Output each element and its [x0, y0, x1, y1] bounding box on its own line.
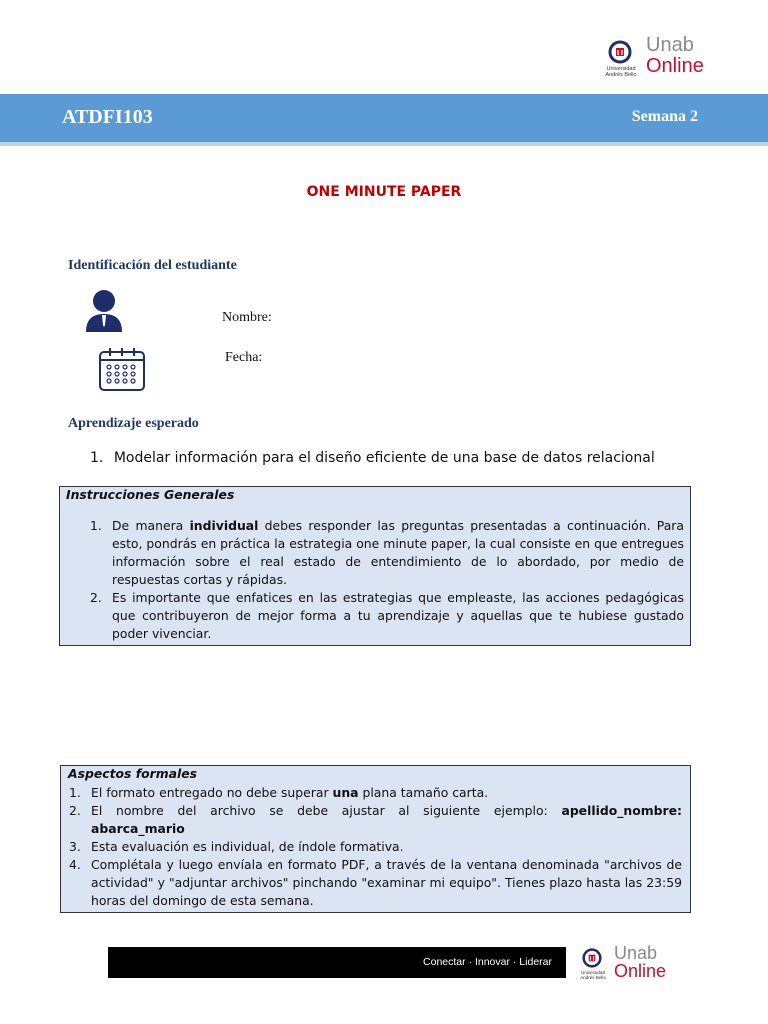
- instructions-box: [59, 486, 691, 646]
- name-label: Nombre:: [222, 310, 272, 325]
- formal-text: El formato entregado no debe superar: [91, 785, 333, 800]
- university-emblem-icon: [608, 40, 632, 64]
- instruction-text: debes responder las preguntas presentadas a continuación. Para esto, pondrás en práctica la estrategia one minute paper, la cual consiste en que entregues información sobre el real estado de entendimiento de lo abordado, por medio de respuestas cortas y rápidas.: [112, 518, 684, 587]
- instruction-item: [90, 589, 684, 643]
- learning-item: [90, 450, 655, 466]
- footer-logo: [574, 943, 674, 986]
- university-emblem-icon: [582, 948, 602, 968]
- course-banner: [0, 94, 768, 146]
- learning-item-text: Modelar información para el diseño eficiente de una base de datos relacional: [113, 450, 655, 466]
- footer-slogan: Conectar · Innovar · Liderar: [423, 956, 552, 968]
- instruction-number: 2.: [90, 590, 102, 605]
- formal-aspects-box: [60, 765, 691, 913]
- formal-number: 3.: [69, 839, 81, 854]
- instruction-text: Es importante que enfatices en las estrategias que empleaste, las acciones pedagógicas que contribuyeron de mejor forma a tu aprendizaje y aquellas que te hubiese gustado poder vivenciar.: [112, 590, 684, 641]
- logo-university-name: Universidad Andrés Bello: [580, 970, 606, 980]
- instructions-title: Instrucciones Generales: [66, 487, 235, 502]
- unab-online-logo: [598, 34, 718, 82]
- logo-unab-text: Unab: [614, 943, 658, 963]
- formal-bold: apellido_nombre: abarca_mario: [91, 803, 682, 836]
- formal-title: Aspectos formales: [68, 766, 198, 781]
- formal-list: [69, 784, 682, 910]
- formal-item: [69, 856, 682, 910]
- logo-university-name: Universidad Andrés Bello: [605, 66, 637, 78]
- instruction-bold: individual: [189, 518, 259, 533]
- footer-bar: [108, 947, 566, 978]
- formal-item: [69, 784, 682, 802]
- formal-bold: una: [332, 785, 359, 800]
- logo-online-text: Online: [614, 961, 667, 981]
- formal-text: Complétala y luego envíala en formato PDF, a través de la ventana denominada "archivos de actividad" y "adjuntar archivos" pinchando "examinar mi equipo". Tienes plazo hasta las 23:59 horas del domingo de esta semana.: [91, 857, 682, 908]
- page-title: ONE MINUTE PAPER: [306, 184, 462, 200]
- logo-online-text: Online: [646, 55, 704, 77]
- formal-item: [69, 802, 682, 838]
- formal-number: 4.: [69, 857, 81, 872]
- learning-item-number: 1.: [90, 450, 104, 466]
- logo-unab-text: Unab: [646, 34, 694, 56]
- learning-heading: Aprendizaje esperado: [68, 416, 199, 431]
- date-label: Fecha:: [225, 350, 263, 365]
- course-code: ATDFI103: [62, 106, 153, 128]
- week-label: Semana 2: [631, 108, 698, 125]
- person-icon: [84, 288, 124, 332]
- calendar-icon: [98, 346, 146, 392]
- instructions-list: [90, 517, 684, 643]
- formal-number: 1.: [69, 785, 81, 800]
- student-id-heading: Identificación del estudiante: [68, 258, 237, 273]
- instruction-item: [90, 517, 684, 589]
- formal-text: El nombre del archivo se debe ajustar al siguiente ejemplo:: [91, 803, 562, 818]
- formal-item: [69, 838, 682, 856]
- instruction-text: De manera: [112, 518, 190, 533]
- formal-text: plana tamaño carta.: [358, 785, 489, 800]
- formal-number: 2.: [69, 803, 81, 818]
- instruction-number: 1.: [90, 518, 102, 533]
- formal-text: Esta evaluación es individual, de índole formativa.: [91, 839, 404, 854]
